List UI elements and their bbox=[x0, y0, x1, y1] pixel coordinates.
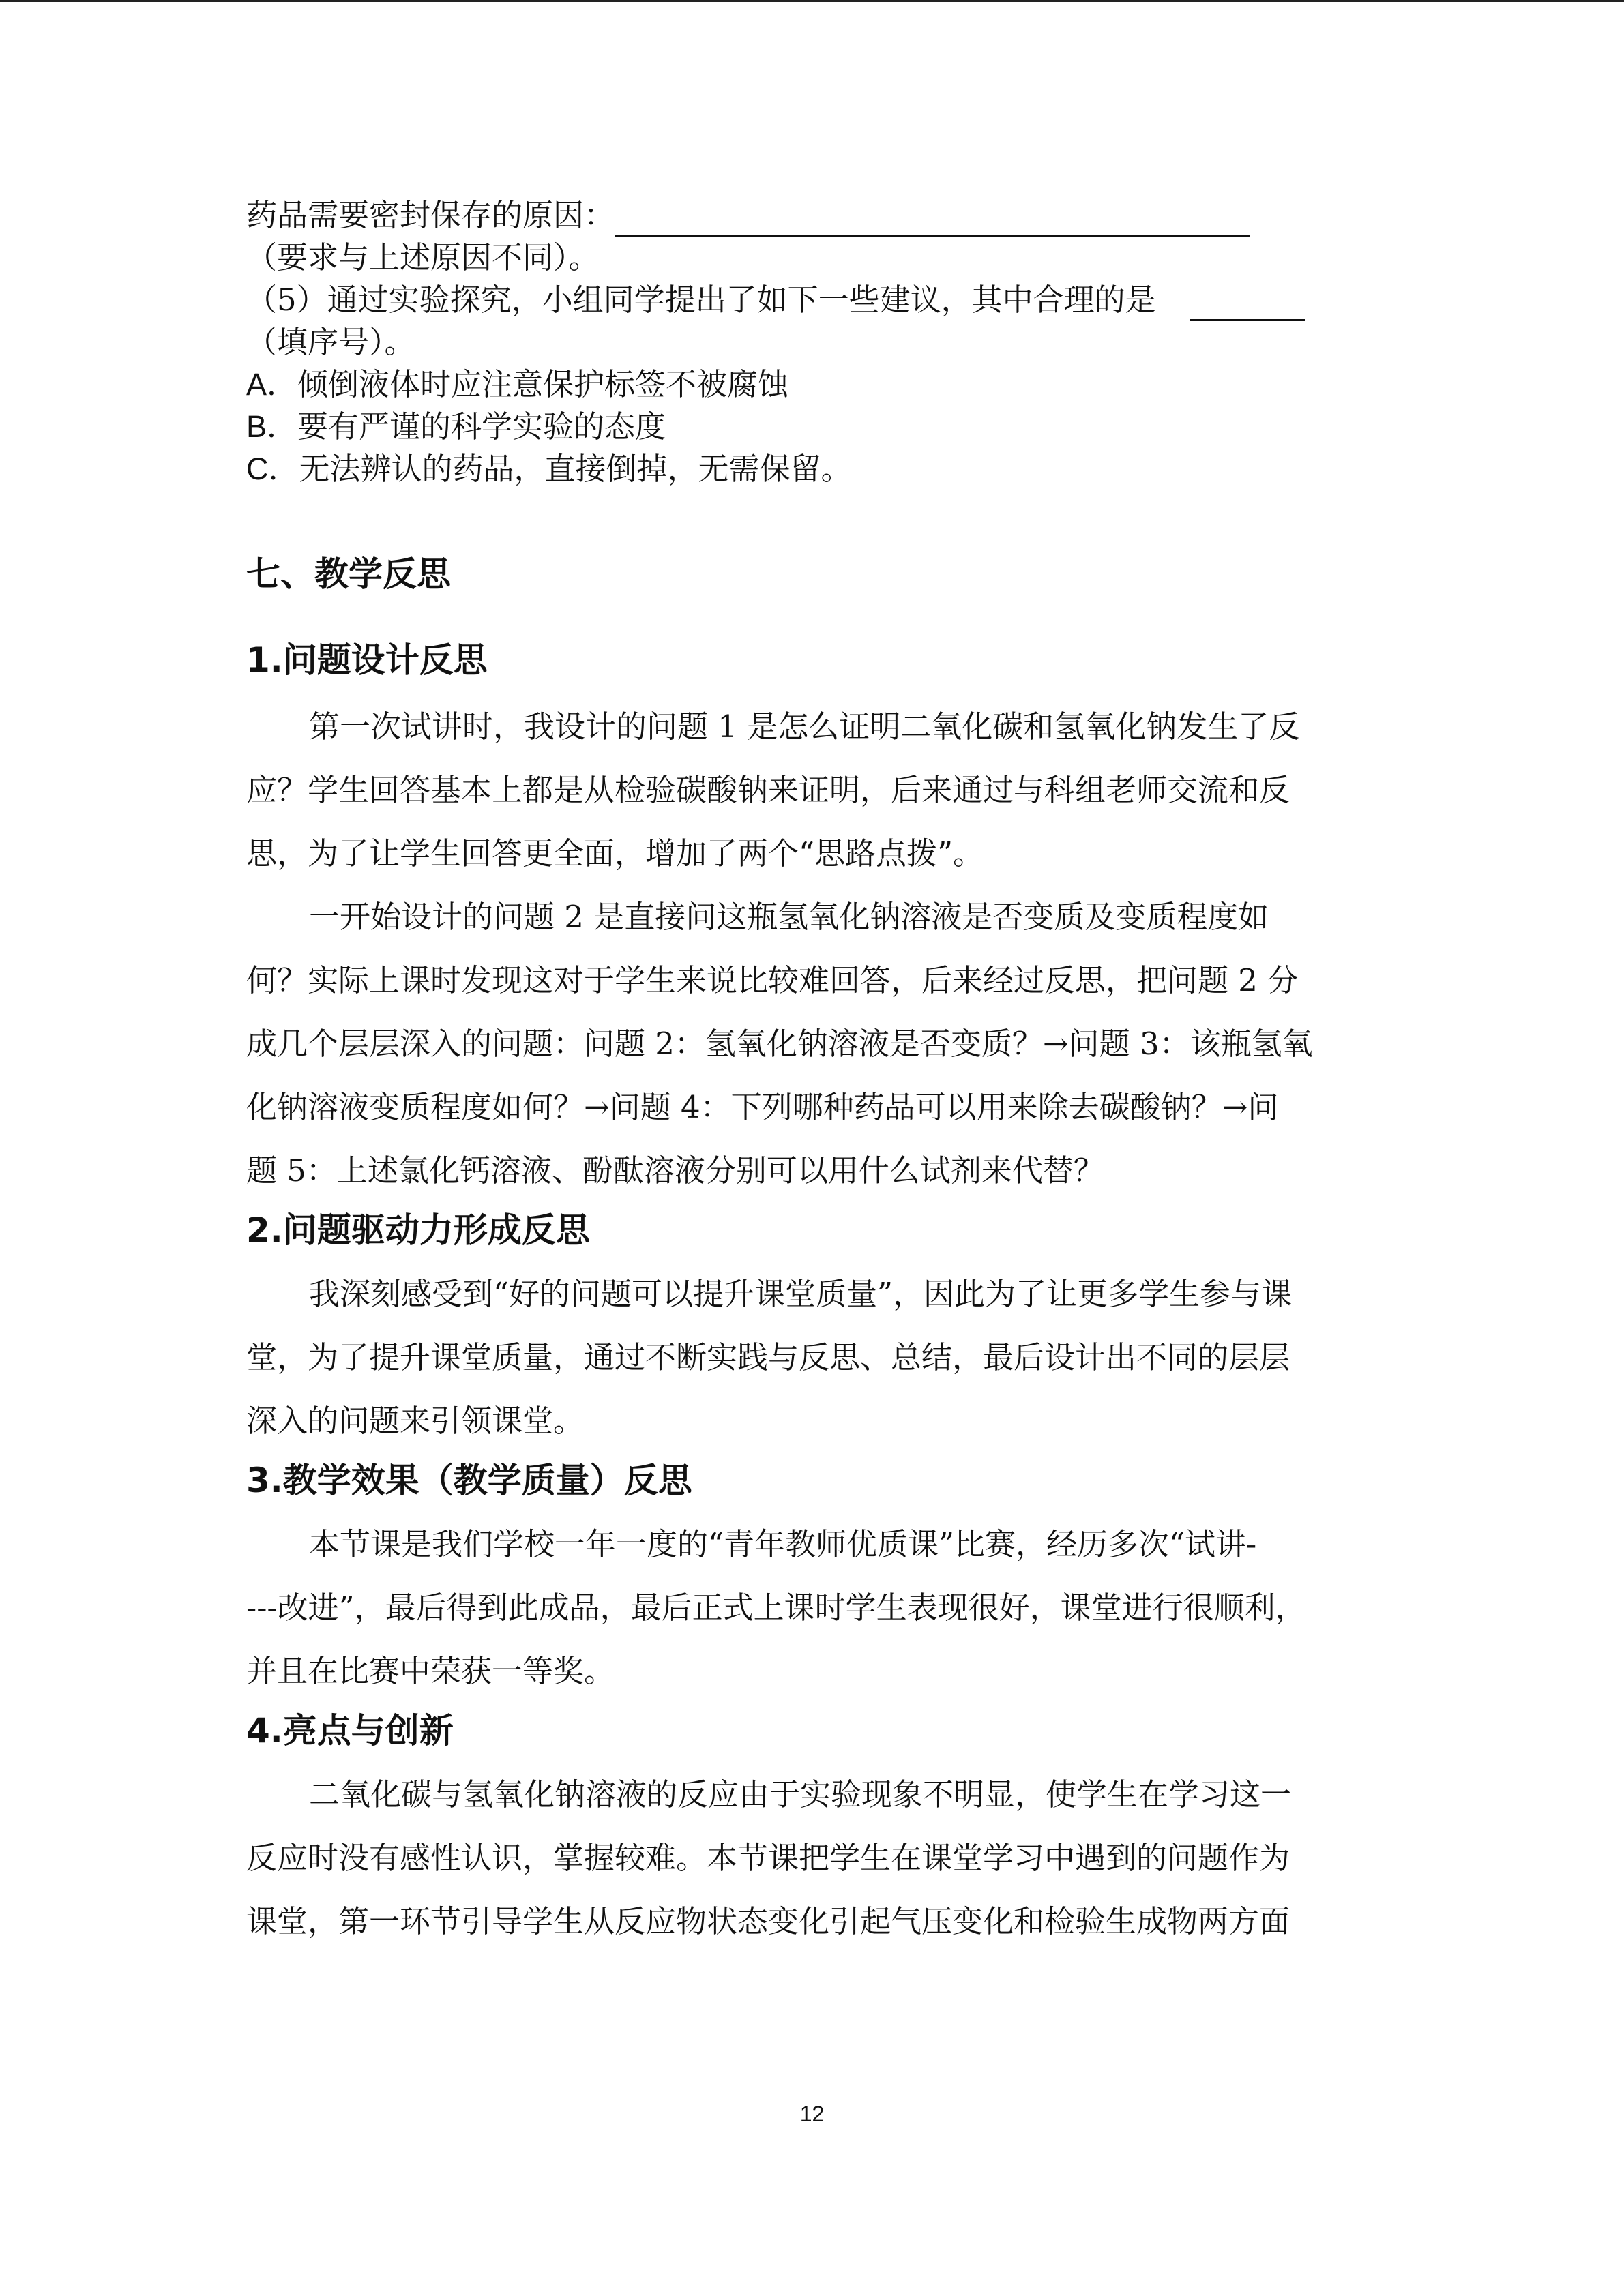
paragraph-line: 深入的问题来引领课堂。 bbox=[246, 1403, 585, 1439]
option-list bbox=[246, 363, 1378, 490]
paragraph-line: 反应时没有感性认识，掌握较难。本节课把学生在课堂学习中遇到的问题作为 bbox=[246, 1840, 1290, 1876]
page-content bbox=[246, 194, 1378, 1953]
question-5-blank bbox=[1190, 289, 1305, 321]
page-top-border bbox=[0, 0, 1624, 2]
paragraph bbox=[246, 1262, 1378, 1452]
subsection-heading-1: 1.问题设计反思 bbox=[246, 640, 488, 680]
paragraph bbox=[246, 1512, 1378, 1703]
option-text: 倾倒液体时应注意保护标签不被腐蚀 bbox=[297, 366, 789, 402]
option-letter: C． bbox=[246, 451, 299, 486]
paragraph bbox=[246, 695, 1378, 885]
paragraph-line: 应？学生回答基本上都是从检验碳酸钠来证明，后来通过与科组老师交流和反 bbox=[246, 772, 1290, 808]
paragraph bbox=[246, 885, 1378, 1202]
option-item bbox=[246, 448, 1378, 490]
option-item bbox=[246, 363, 1378, 406]
section-title: 七、教学反思 bbox=[246, 554, 451, 594]
paragraph bbox=[246, 1763, 1378, 1953]
seal-reason-note: （要求与上述原因不同）。 bbox=[246, 239, 600, 275]
option-text: 要有严谨的科学实验的态度 bbox=[297, 408, 666, 445]
option-item bbox=[246, 406, 1378, 448]
question-5-text: （5）通过实验探究，小组同学提出了如下一些建议，其中合理的是 bbox=[246, 282, 1156, 318]
paragraph-line: 课堂，第一环节引导学生从反应物状态变化引起气压变化和检验生成物两方面 bbox=[246, 1903, 1290, 1939]
paragraph-line: ---改进”，最后得到此成品，最后正式上课时学生表现很好，课堂进行很顺利， bbox=[246, 1590, 1306, 1626]
subsection-heading-4: 4.亮点与创新 bbox=[246, 1711, 454, 1750]
paragraph-line: 并且在比赛中荣获一等奖。 bbox=[246, 1653, 615, 1689]
seal-reason-question bbox=[246, 194, 1378, 237]
question-5 bbox=[246, 279, 1378, 321]
paragraph-line: 成几个层层深入的问题：问题 2：氢氧化钠溶液是否变质？→问题 3：该瓶氢氧 bbox=[246, 1026, 1313, 1062]
paragraph-line: 二氧化碳与氢氧化钠溶液的反应由于实验现象不明显，使学生在学习这一 bbox=[309, 1776, 1292, 1813]
paragraph-line: 化钠溶液变质程度如何？→问题 4：下列哪种药品可以用来除去碳酸钠？→问 bbox=[246, 1089, 1279, 1125]
paragraph-line: 我深刻感受到“好的问题可以提升课堂质量”，因此为了让更多学生参与课 bbox=[309, 1276, 1293, 1312]
paragraph-line: 第一次试讲时，我设计的问题 1 是怎么证明二氧化碳和氢氧化钠发生了反 bbox=[309, 709, 1300, 745]
option-text: 无法辨认的药品，直接倒掉，无需保留。 bbox=[299, 451, 852, 487]
option-letter: A． bbox=[246, 367, 298, 402]
subsection-heading-3: 3.教学效果（教学质量）反思 bbox=[246, 1461, 692, 1500]
paragraph-line: 本节课是我们学校一年一度的“青年教师优质课”比赛，经历多次“试讲- bbox=[309, 1526, 1257, 1562]
seal-reason-blank bbox=[615, 205, 1250, 237]
paragraph-line: 堂，为了提升课堂质量，通过不断实践与反思、总结，最后设计出不同的层层 bbox=[246, 1339, 1290, 1375]
option-letter: B． bbox=[246, 409, 298, 444]
question-5-note: （填序号）。 bbox=[246, 324, 415, 360]
subsection-heading-2: 2.问题驱动力形成反思 bbox=[246, 1210, 590, 1250]
paragraph-line: 题 5：上述氯化钙溶液、酚酞溶液分别可以用什么试剂来代替？ bbox=[246, 1152, 1104, 1189]
paragraph-line: 何？实际上课时发现这对于学生来说比较难回答，后来经过反思，把问题 2 分 bbox=[246, 962, 1299, 998]
seal-reason-label: 药品需要密封保存的原因： bbox=[246, 197, 615, 233]
paragraph-line: 一开始设计的问题 2 是直接问这瓶氢氧化钠溶液是否变质及变质程度如 bbox=[309, 899, 1269, 935]
paragraph-line: 思，为了让学生回答更全面，增加了两个“思路点拨”。 bbox=[246, 835, 984, 871]
page-number: 12 bbox=[799, 2102, 825, 2126]
